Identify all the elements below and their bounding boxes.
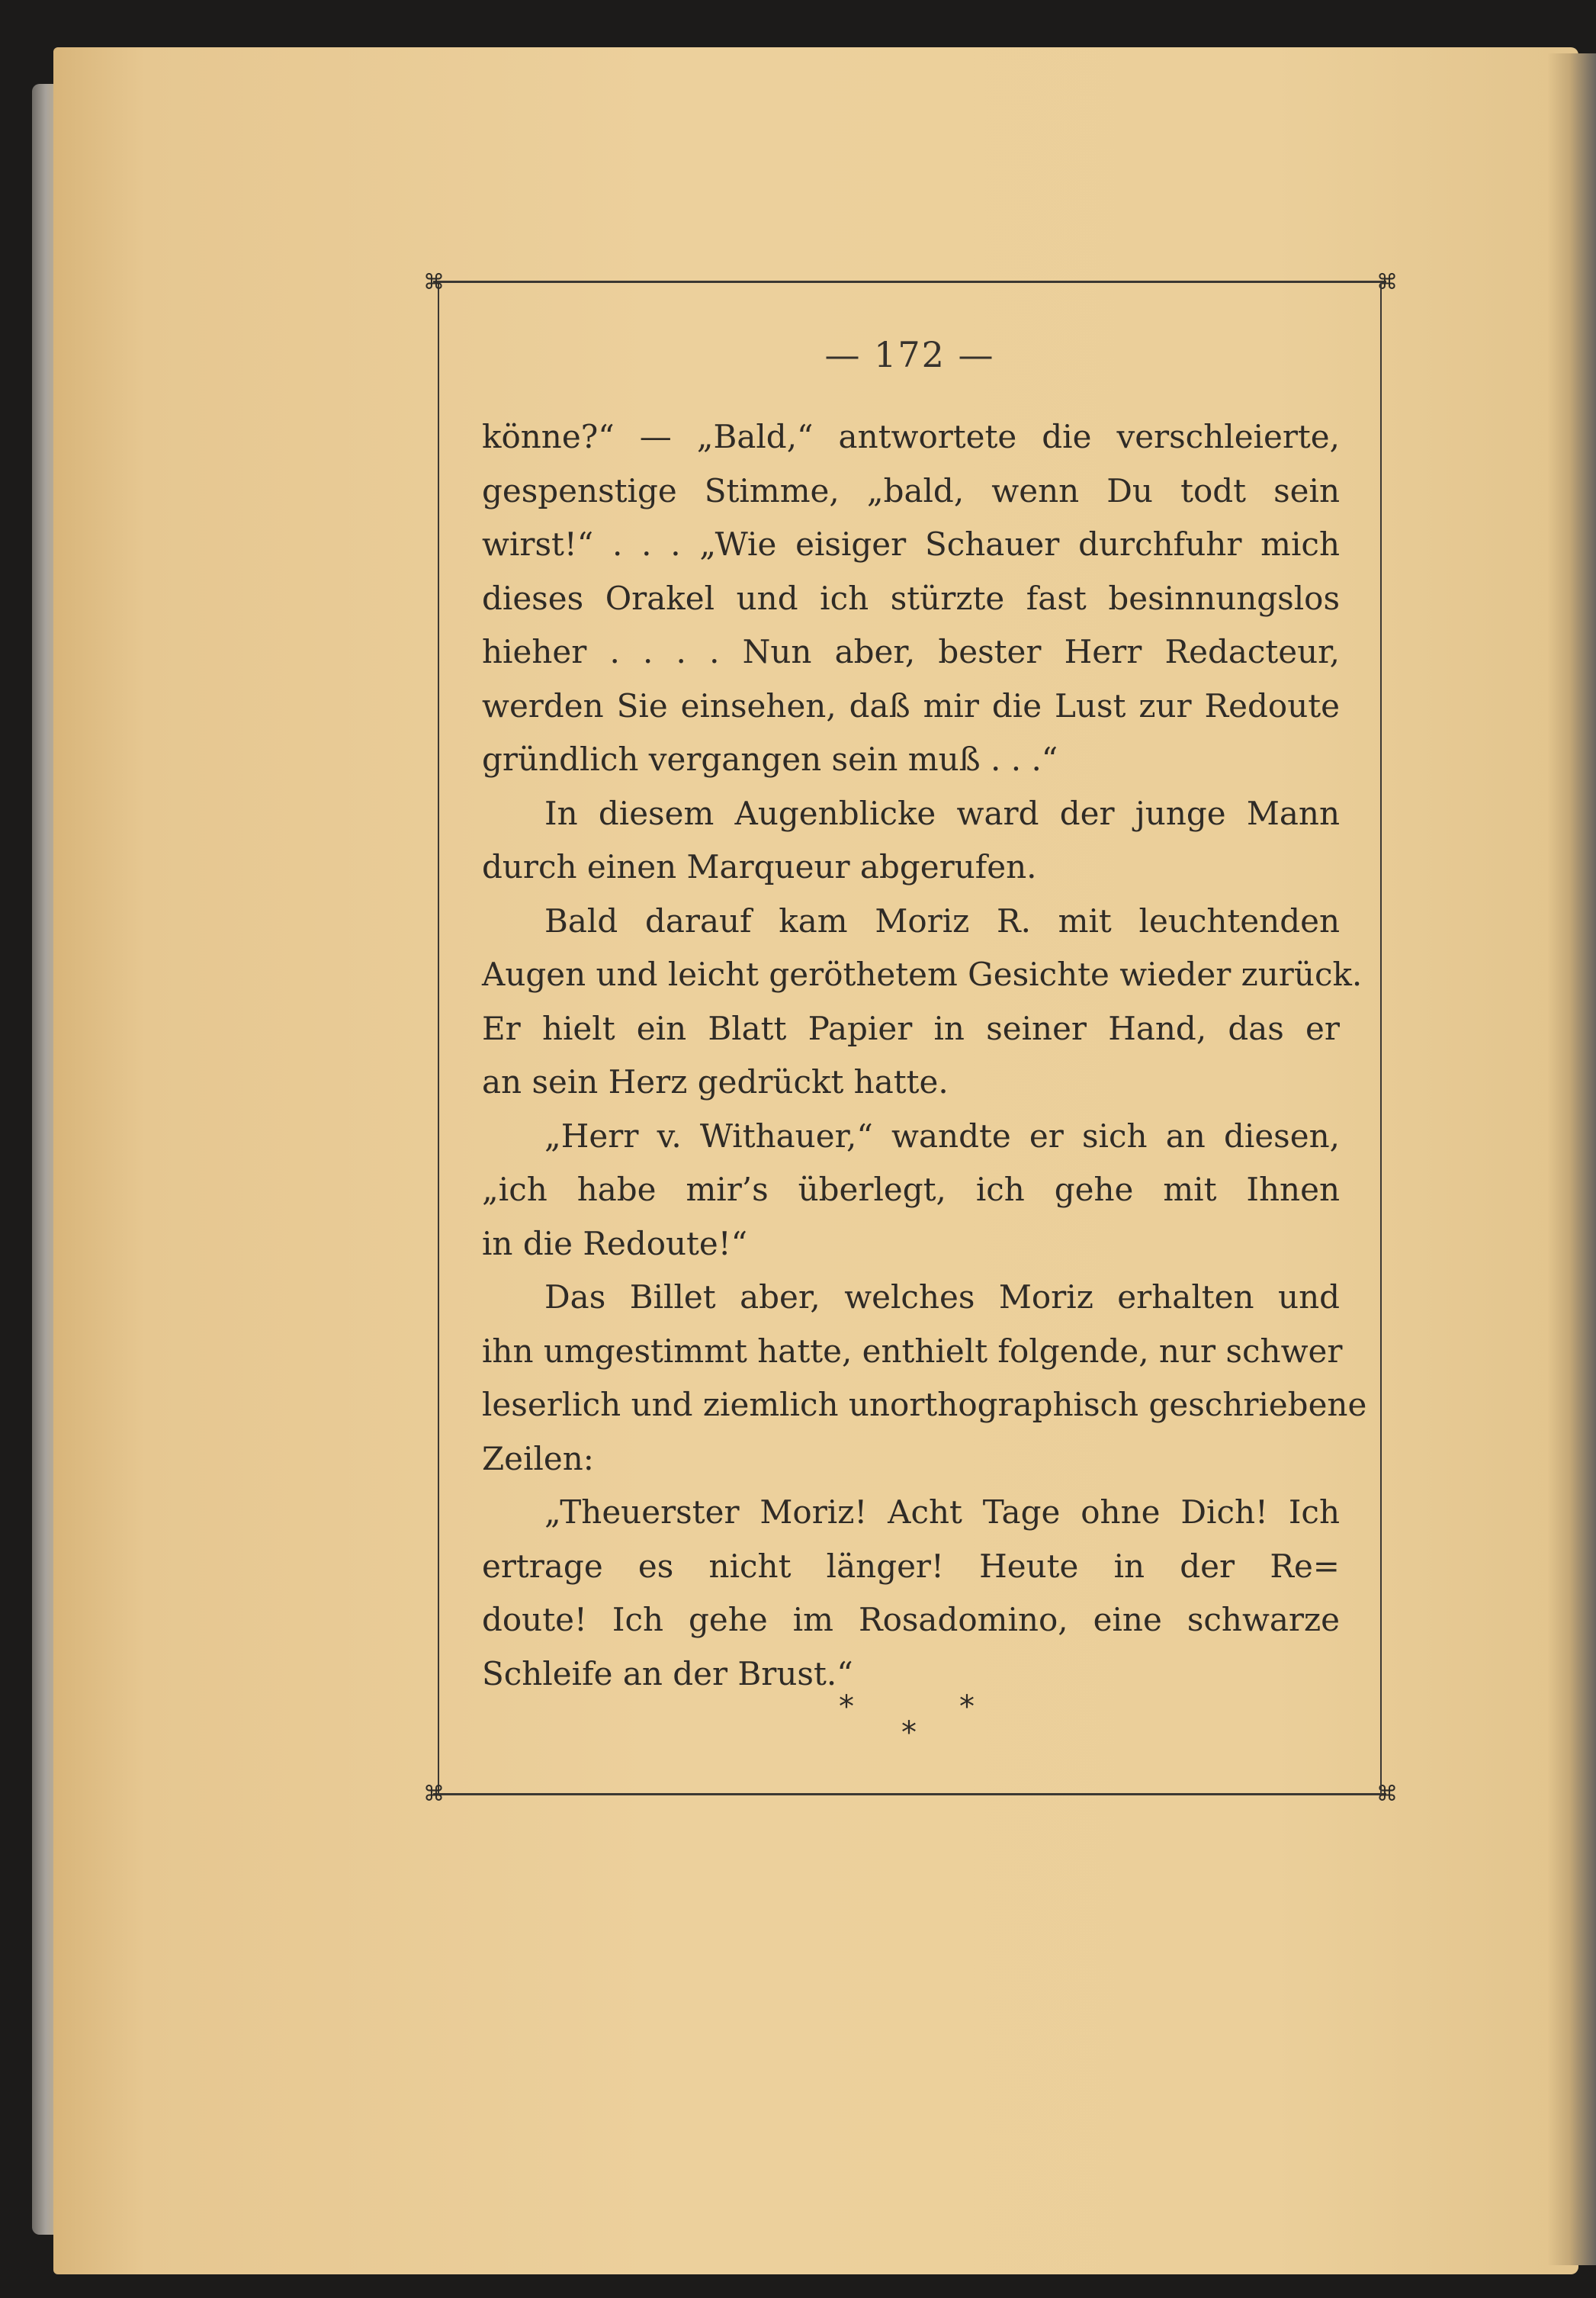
corner-ornament-icon: ⌘ [423, 1781, 445, 1806]
page-number: — 172 — [824, 334, 995, 375]
text-line: dieses Orakel und ich stürzte fast besinnungslos [482, 579, 1340, 617]
text-line: ertrage es nicht länger! Heute in der Re= [482, 1547, 1340, 1585]
text-line: gespenstige Stimme, „bald, wenn Du todt sein [482, 471, 1340, 509]
text-line: hieher . . . . Nun aber, bester Herr Redacteur, [482, 633, 1340, 670]
text-line: Er hielt ein Blatt Papier in seiner Hand, das er [482, 1009, 1340, 1047]
text-line: könne?“ — „Bald,“ antwortete die verschleierte, [482, 418, 1340, 455]
body-text [482, 410, 1367, 1701]
book-gutter [1548, 53, 1596, 2265]
text-line: an sein Herz gedrückt hatte. [482, 1063, 949, 1101]
text-line: „Theuerster Moriz! Acht Tage ohne Dich! Ich [544, 1493, 1340, 1531]
asterisk-icon: * [959, 1689, 975, 1724]
text-line: Bald darauf kam Moriz R. mit leuchtenden [544, 902, 1340, 940]
asterisk-icon: * [839, 1689, 854, 1724]
text-line: Augen und leicht geröthetem Gesichte wieder zurück. [482, 956, 1363, 993]
section-break [801, 1689, 1029, 1750]
text-line: „Herr v. Withauer,“ wandte er sich an diesen, [544, 1117, 1340, 1155]
text-line: durch einen Marqueur abgerufen. [482, 848, 1037, 885]
corner-ornament-icon: ⌘ [1376, 269, 1398, 294]
text-line: gründlich vergangen sein muß . . .“ [482, 741, 1058, 778]
text-line: ihn umgestimmt hatte, enthielt folgende, nur schwer [482, 1332, 1343, 1370]
text-line: doute! Ich gehe im Rosadomino, eine schwarze [482, 1601, 1340, 1638]
text-line: In diesem Augenblicke ward der junge Mann [544, 794, 1340, 832]
corner-ornament-icon: ⌘ [423, 269, 445, 294]
corner-ornament-icon: ⌘ [1376, 1781, 1398, 1806]
text-line: Zeilen: [482, 1439, 594, 1477]
asterisk-icon: * [901, 1715, 917, 1750]
text-line: „ich habe mir’s überlegt, ich gehe mit Ihnen [482, 1171, 1340, 1208]
text-line: Das Billet aber, welches Moriz erhalten und [544, 1278, 1340, 1316]
text-line: in die Redoute!“ [482, 1224, 748, 1262]
text-line: werden Sie einsehen, daß mir die Lust zur Redoute [482, 686, 1340, 725]
text-line: Schleife an der Brust.“ [482, 1654, 853, 1692]
text-line: leserlich und ziemlich unorthographisch geschriebene [482, 1386, 1367, 1423]
text-line: wirst!“ . . . „Wie eisiger Schauer durchfuhr mich [482, 525, 1340, 563]
